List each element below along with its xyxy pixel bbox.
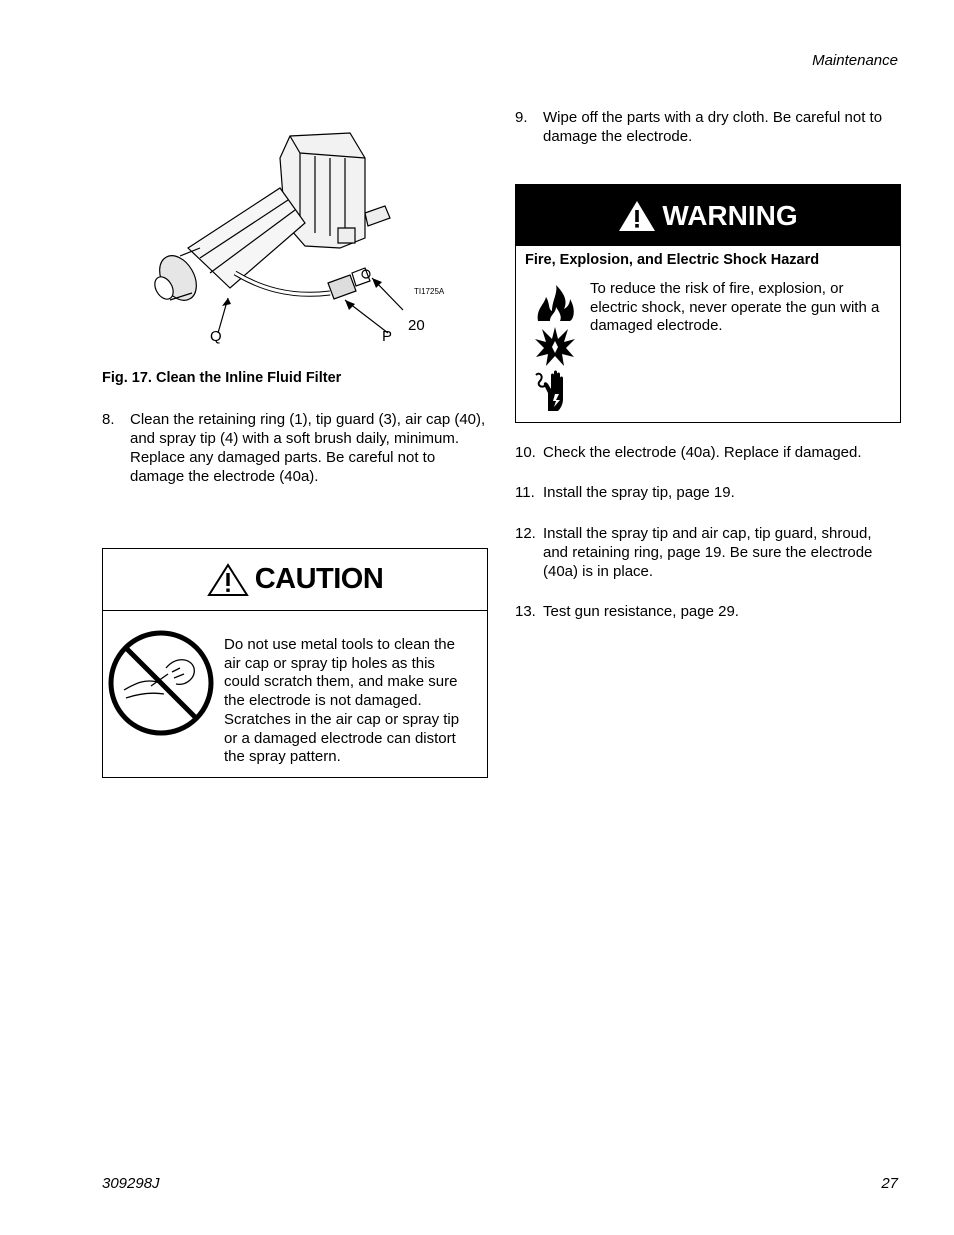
figure-label-q: Q bbox=[210, 328, 222, 345]
step-number: 13. bbox=[515, 603, 536, 620]
caution-triangle-icon bbox=[207, 563, 249, 597]
step-text: Install the spray tip and air cap, tip guard, shroud, and retaining ring, page 19. Be sure the electrode (40a) is in place. bbox=[543, 525, 873, 580]
step-9 bbox=[515, 108, 899, 146]
warning-title: WARNING bbox=[662, 199, 798, 231]
figure-code: TI1725A bbox=[414, 287, 445, 296]
step-number: 11. bbox=[515, 484, 535, 501]
step-number: 8. bbox=[102, 411, 115, 428]
step-text: Test gun resistance, page 29. bbox=[543, 603, 739, 620]
figure-caption: Fig. 17. Clean the Inline Fluid Filter bbox=[102, 370, 342, 386]
fire-icon bbox=[534, 283, 576, 325]
hazard-title: Fire, Explosion, and Electric Shock Hazard bbox=[525, 252, 820, 268]
explosion-icon bbox=[534, 325, 576, 367]
caution-text: Do not use metal tools to clean the air cap or spray tip holes as this could scratch them, and make sure the electrode is not damaged. Scratches in the air cap or spray tip or a damaged electrode can distort the spray pattern. bbox=[224, 636, 460, 766]
document-number: 309298J bbox=[102, 1175, 160, 1192]
page-number: 27 bbox=[881, 1175, 898, 1192]
caution-box bbox=[102, 548, 488, 778]
step-text: Check the electrode (40a). Replace if damaged. bbox=[543, 444, 862, 461]
no-metal-tools-icon bbox=[106, 628, 216, 738]
step-number: 12. bbox=[515, 525, 536, 542]
step-text: Clean the retaining ring (1), tip guard (3), air cap (40), and spray tip (4) with a soft brush daily, minimum. Replace any damaged parts. Be careful not to damage the electrode (40a). bbox=[130, 411, 486, 485]
step-10 bbox=[515, 443, 899, 462]
caution-header bbox=[103, 549, 487, 611]
step-number: 9. bbox=[515, 109, 528, 126]
warning-triangle-icon bbox=[618, 200, 656, 232]
step-13 bbox=[515, 602, 899, 621]
figure-label-20: 20 bbox=[408, 317, 425, 334]
electric-shock-hand-icon bbox=[534, 369, 576, 413]
step-text: Wipe off the parts with a dry cloth. Be careful not to damage the electrode. bbox=[543, 109, 883, 145]
step-11 bbox=[515, 483, 899, 502]
step-text: Install the spray tip, page 19. bbox=[543, 484, 735, 501]
caution-title: CAUTION bbox=[254, 563, 384, 595]
step-number: 10. bbox=[515, 444, 536, 461]
step-8 bbox=[102, 410, 486, 486]
running-header: Maintenance bbox=[812, 52, 898, 69]
warning-box bbox=[515, 184, 901, 423]
figure-label-p: P bbox=[382, 328, 393, 345]
warning-text: To reduce the risk of fire, explosion, or electric shock, never operate the gun with a damaged electrode. bbox=[590, 280, 880, 335]
warning-header bbox=[516, 185, 900, 246]
step-12 bbox=[515, 524, 899, 581]
